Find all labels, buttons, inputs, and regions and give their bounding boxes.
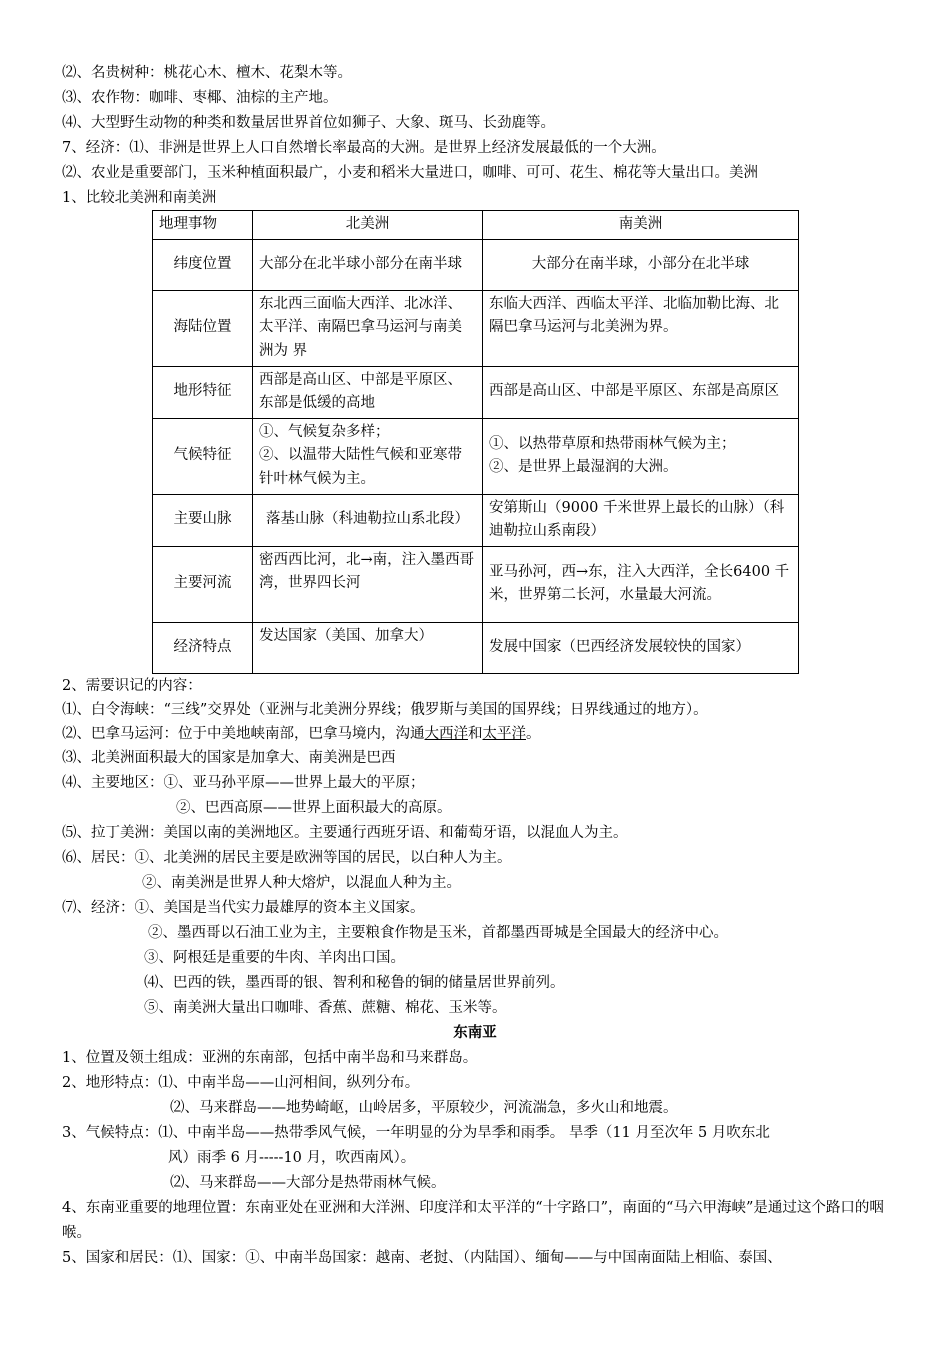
text-line: ⑶、农作物：咖啡、枣椰、油棕的主产地。 [62,90,338,106]
table-cell: 西部是高山区、中部是平原区、东部是高原区 [483,366,799,418]
table-cell-label: 主要河流 [153,546,253,622]
text-span: 。 [526,726,541,742]
table-cell: 安第斯山（9000 千米世界上最长的山脉）（科迪勒拉山系南段） [483,494,799,546]
section-title: 2、需要识记的内容： [62,678,202,694]
text-line: ⑵、名贵树种：桃花心木、檀木、花梨木等。 [62,65,352,81]
text-paragraph: 4、东南亚重要的地理位置：东南亚处在亚洲和大洋洲、印度洋和太平洋的“十字路口”，南面的“马六甲海峡”是通过这个路口的咽喉。 [62,1200,884,1241]
text-span: 和 [468,726,483,742]
text-line: ⑤、南美洲大量出口咖啡、香蕉、蔗糖、棉花、玉米等。 [144,1000,507,1016]
table-cell: 东临大西洋、西临太平洋、北临加勒比海、北隔巴拿马运河与北美洲为界。 [483,290,799,366]
text-line: 7、经济：⑴、非洲是世界上人口自然增长率最高的大洲。是世界上经济发展最低的一个大洲。 [62,140,666,156]
table-cell [483,418,799,494]
table-cell-label: 经济特点 [153,622,253,673]
text-line: 风）雨季 6 月-----10 月，吹西南风）。 [168,1150,416,1166]
table-row [153,546,799,622]
table-cell-line: ②、是世界上最湿润的大洲。 [489,459,678,475]
text-line: 5、国家和居民：⑴、国家：①、中南半岛国家：越南、老挝、（内陆国）、缅甸——与中国南面陆上相临、泰国、 [62,1250,782,1266]
text-line: ⑺、经济：①、美国是当代实力最雄厚的资本主义国家。 [62,900,425,916]
text-line: ③、阿根廷是重要的牛肉、羊肉出口国。 [144,950,405,966]
section-title: 1、比较北美洲和南美洲 [62,190,217,206]
text-line: ⑹、居民：①、北美洲的居民主要是欧洲等国的居民，以白种人为主。 [62,850,512,866]
table-cell: 西部是高山区、中部是平原区、东部是低缓的高地 [253,366,483,418]
table-cell-label: 地形特征 [153,366,253,418]
table-row [153,418,799,494]
table-header-row [153,211,799,240]
table-row [153,239,799,290]
table-cell: 亚马孙河，西→东，注入大西洋，全长6400 千米，世界第二长河，水量最大河流。 [483,546,799,622]
text-line: ②、南美洲是世界人种大熔炉，以混血人种为主。 [142,875,461,891]
table-cell: 落基山脉（科迪勒拉山系北段） [253,494,483,546]
table-cell: 大部分在南半球，小部分在北半球 [483,239,799,290]
text-line: ⑷、巴西的铁，墨西哥的银、智利和秘鲁的铜的储量居世界前列。 [144,975,565,991]
text-line: ②、墨西哥以石油工业为主，主要粮食作物是玉米，首都墨西哥城是全国最大的经济中心。 [148,925,728,941]
table-cell: 密西西比河，北→南，注入墨西哥湾，世界四长河 [253,546,483,622]
comparison-table [152,210,799,674]
text-line: ⑸、拉丁美洲：美国以南的美洲地区。主要通行西班牙语、和葡萄牙语，以混血人为主。 [62,825,628,841]
text-line: ⑵、马来群岛——大部分是热带雨林气候。 [170,1175,446,1191]
table-cell-line: ①、以热带草原和热带雨林气候为主； [489,435,736,452]
table-cell-label: 海陆位置 [153,290,253,366]
table-cell-label: 气候特征 [153,418,253,494]
table-cell-label: 纬度位置 [153,239,253,290]
table-header-cell: 北美洲 [253,211,483,240]
text-line: ⑵、马来群岛——地势崎岖，山岭居多，平原较少，河流湍急，多火山和地震。 [170,1100,678,1116]
table-row [153,494,799,546]
section-heading: 东南亚 [453,1024,497,1041]
table-header-cell: 南美洲 [483,211,799,240]
text-line: ⑶、北美洲面积最大的国家是加拿大、南美洲是巴西 [62,750,396,766]
text-line: ⑵、农业是重要部门，玉米种植面积最广，小麦和稻米大量进口，咖啡、可可、花生、棉花等大量出口。美洲 [62,165,758,181]
table-cell: 发达国家（美国、加拿大） [253,622,483,673]
table-cell [253,418,483,494]
text-line: ⑷、主要地区：①、亚马孙平原——世界上最大的平原； [62,775,425,791]
underlined-term: 太平洋 [482,726,526,742]
table-cell-label: 主要山脉 [153,494,253,546]
text-line: 2、地形特点：⑴、中南半岛——山河相间，纵列分布。 [62,1075,420,1091]
text-line: 3、气候特点：⑴、中南半岛——热带季风气候，一年明显的分为旱季和雨季。 旱季（11 月至次年 5 月吹东北 [62,1125,770,1141]
table-row [153,622,799,673]
table-header-cell: 地理事物 [153,211,253,240]
table-cell: 发展中国家（巴西经济发展较快的国家） [483,622,799,673]
table-row [153,290,799,366]
table-cell-line: ①、气候复杂多样； [259,423,390,440]
table-cell-line: ②、以温带大陆性气候和亚寒带针叶林气候为主。 [259,447,462,487]
table-cell: 东北西三面临大西洋、北冰洋、太平洋、南隔巴拿马运河与南美洲为 界 [253,290,483,366]
table-row [153,366,799,418]
underlined-term: 大西洋 [424,726,468,742]
text-line: 1、位置及领土组成：亚洲的东南部，包括中南半岛和马来群岛。 [62,1050,478,1066]
text-line: ②、巴西高原——世界上面积最大的高原。 [176,800,452,816]
text-line: ⑴、白令海峡：“三线”交界处（亚洲与北美洲分界线；俄罗斯与美国的国界线；日界线通过的地方）。 [62,702,708,718]
text-line: ⑷、大型野生动物的种类和数量居世界首位如狮子、大象、斑马、长劲鹿等。 [62,115,555,131]
table-cell: 大部分在北半球小部分在南半球 [253,239,483,290]
text-line [62,722,541,747]
text-span: ⑵、巴拿马运河：位于中美地峡南部，巴拿马境内，沟通 [62,726,425,742]
